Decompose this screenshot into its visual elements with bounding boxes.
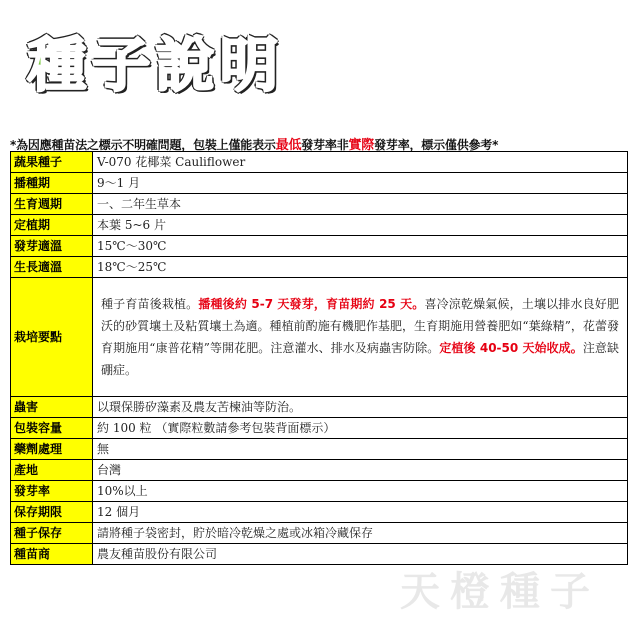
row-label: 種苗商 — [11, 544, 93, 565]
table-row — [11, 215, 628, 236]
row-value: 12 個月 — [93, 502, 628, 523]
table-row — [11, 173, 628, 194]
row-value: 請將種子袋密封，貯於暗冷乾燥之處或冰箱冷藏保存 — [93, 523, 628, 544]
table-row — [11, 236, 628, 257]
row-value: 10%以上 — [93, 481, 628, 502]
cultivation-highlight-2: 定植後 40-50 天始收成。 — [439, 341, 583, 355]
cultivation-text-3: 注意缺硼症。 — [101, 341, 619, 377]
row-value: 本葉 5~6 片 — [93, 215, 628, 236]
row-value: 農友種苗股份有限公司 — [93, 544, 628, 565]
table-row — [11, 460, 628, 481]
row-label: 藥劑處理 — [11, 439, 93, 460]
row-label: 蔬果種子 — [11, 152, 93, 173]
notice-highlight-lowest: 最低 — [275, 138, 302, 153]
row-value: 約 100 粒 （實際粒數請參考包裝背面標示） — [93, 418, 628, 439]
table-row — [11, 481, 628, 502]
table-row — [11, 397, 628, 418]
cultivation-text — [93, 278, 628, 397]
cultivation-highlight-1: 播種後約 5-7 天發芽，育苗期約 25 天。 — [198, 297, 425, 311]
row-label: 發芽適溫 — [11, 236, 93, 257]
table-row — [11, 152, 628, 173]
notice-part-3: 發芽率，標示僅供參考* — [374, 138, 499, 152]
row-value: 18℃～25℃ — [93, 257, 628, 278]
table-row — [11, 418, 628, 439]
row-label: 播種期 — [11, 173, 93, 194]
table-row — [11, 194, 628, 215]
row-value: 15℃～30℃ — [93, 236, 628, 257]
table-row-cultivation — [11, 278, 628, 397]
row-value: 台灣 — [93, 460, 628, 481]
row-value: 以環保勝矽藻素及農友苦楝油等防治。 — [93, 397, 628, 418]
row-label: 蟲害 — [11, 397, 93, 418]
row-value: 9～1 月 — [93, 173, 628, 194]
row-label: 栽培要點 — [11, 278, 93, 397]
row-label: 生長適溫 — [11, 257, 93, 278]
cultivation-text-2: 喜冷涼乾燥氣候，土壤以排水良好肥沃的砂質壤土及粘質壤土為適。種植前酌施有機肥作基肥，生育期施用營養肥如“葉綠精”，花蕾發育期施用“康普花精”等開花肥。注意灌水、排水及病蟲害防除。 — [101, 297, 619, 355]
cultivation-text-1: 種子育苗後栽植。 — [101, 297, 199, 311]
row-value: 無 — [93, 439, 628, 460]
row-value: 一、二年生草本 — [93, 194, 628, 215]
table-row — [11, 257, 628, 278]
notice-part-1: *為因應種苗法之標示不明確問題，包裝上僅能表示 — [10, 138, 276, 152]
row-label: 包裝容量 — [11, 418, 93, 439]
seed-info-table — [10, 151, 628, 565]
notice-highlight-actual: 實際 — [348, 138, 375, 153]
row-label: 定植期 — [11, 215, 93, 236]
row-label: 產地 — [11, 460, 93, 481]
table-row — [11, 502, 628, 523]
table-row — [11, 439, 628, 460]
row-value: V-070 花椰菜 Cauliflower — [93, 152, 628, 173]
row-label: 保存期限 — [11, 502, 93, 523]
page-title: 種子說明 — [28, 31, 285, 99]
watermark: 天橙種子 — [400, 569, 600, 615]
table-row — [11, 523, 628, 544]
row-label: 發芽率 — [11, 481, 93, 502]
row-label: 種子保存 — [11, 523, 93, 544]
row-label: 生育週期 — [11, 194, 93, 215]
notice-part-2: 發芽率非 — [301, 138, 349, 152]
